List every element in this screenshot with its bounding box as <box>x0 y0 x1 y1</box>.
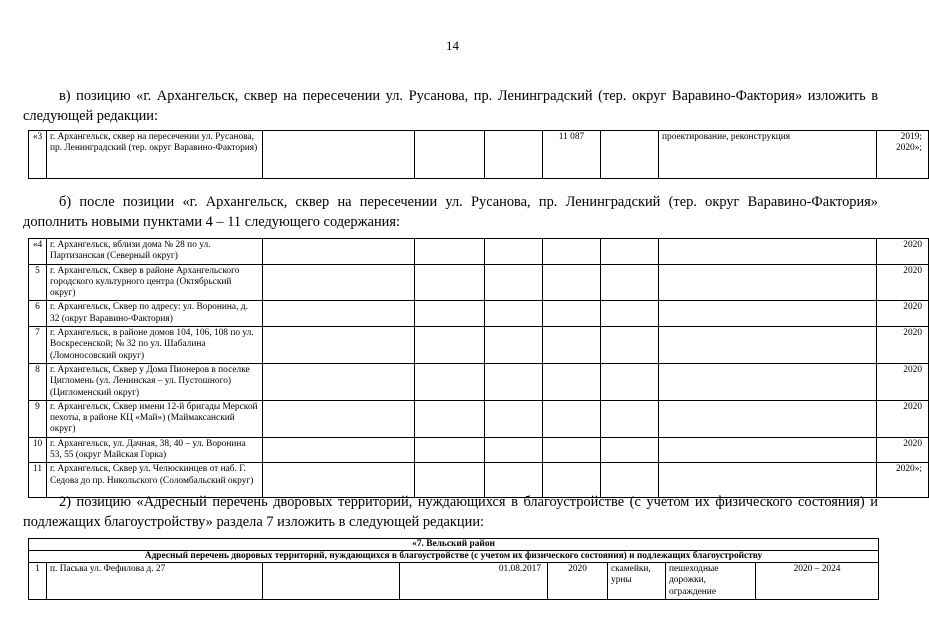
district-title: «7. Вельский район <box>29 539 879 551</box>
row-number: 6 <box>29 301 47 327</box>
object-name: г. Архангельск, Сквер имени 12-й бригады Мерской пехоты, в районе КЦ «Май») (Маймаксанский округ) <box>47 400 263 437</box>
extra-works: пешеходные дорожки, ограждение <box>666 563 756 600</box>
year-value: 2020 <box>877 363 929 400</box>
year-value: 2020 <box>877 437 929 463</box>
year-value: 2020»; <box>877 463 929 498</box>
row-number: 9 <box>29 400 47 437</box>
year-value: 2020 <box>877 301 929 327</box>
table-row <box>29 327 929 364</box>
row-number: «4 <box>29 239 47 265</box>
object-name: г. Архангельск, сквер на пересечении ул. Русанова, пр. Ленинградский (тер. округ Варавино-Фактория) <box>47 131 263 179</box>
works-type: скамейки, урны <box>608 563 666 600</box>
row-number: 11 <box>29 463 47 498</box>
paragraph-b: б) после позиции «г. Архангельск, сквер на пересечении ул. Русанова, пр. Ленинградский (тер. округ Варавино-Фактория» дополнить новыми пунктами 4 – 11 следующего содержания: <box>23 194 878 230</box>
object-name: г. Архангельск, ул. Дачная, 38, 40 – ул. Воронина 53, 55 (округ Майская Горка) <box>47 437 263 463</box>
address: п. Пасьва ул. Фефилова д. 27 <box>47 563 263 600</box>
paragraph-v: в) позицию «г. Архангельск, сквер на пересечении ул. Русанова, пр. Ленинградский (тер. округ Варавино-Фактория» изложить в следующей редакции: <box>23 88 878 124</box>
year-value: 2020 <box>877 400 929 437</box>
row-number: 1 <box>29 563 47 600</box>
object-name: г. Архангельск, Сквер у Дома Пионеров в поселке Цигломень (ул. Ленинская – ул. Пустошного) (Цигломенский округ) <box>47 363 263 400</box>
row-number: 10 <box>29 437 47 463</box>
table-row <box>29 437 929 463</box>
row-number: 5 <box>29 264 47 301</box>
works-type: проектирование, реконструкция <box>659 131 877 179</box>
table-row <box>29 400 929 437</box>
table-row <box>29 363 929 400</box>
table-row <box>29 301 929 327</box>
section-title: Адресный перечень дворовых территорий, нуждающихся в благоустройстве (с учетом их физического состояния) и подлежащих благоустройству <box>29 551 879 563</box>
year-value: 2020 <box>877 239 929 265</box>
object-name: г. Архангельск, Сквер в районе Архангельского городского культурного центра (Октябрьский округ) <box>47 264 263 301</box>
area-value: 11 087 <box>543 131 601 179</box>
year-value: 2020 <box>877 327 929 364</box>
table-header-row <box>29 551 879 563</box>
table-row <box>29 131 929 179</box>
object-name: г. Архангельск, вблизи дома № 28 по ул. Партизанская (Северный округ) <box>47 239 263 265</box>
table-3 <box>28 538 879 600</box>
date-value: 01.08.2017 <box>400 563 548 600</box>
row-number: 8 <box>29 363 47 400</box>
year-value: 2020 <box>548 563 608 600</box>
table-2 <box>28 238 929 498</box>
object-name: г. Архангельск, Сквер по адресу: ул. Воронина, д. 32 (округ Варавино-Фактория) <box>47 301 263 327</box>
row-number: 7 <box>29 327 47 364</box>
object-name: г. Архангельск, в районе домов 104, 106, 108 по ул. Воскресенской; № 32 по ул. Шабалина (Ломоносовский округ) <box>47 327 263 364</box>
row-number: «3 <box>29 131 47 179</box>
table-row <box>29 563 879 600</box>
year-value: 2020 <box>877 264 929 301</box>
period-value: 2020 – 2024 <box>756 563 879 600</box>
table-row <box>29 239 929 265</box>
object-name: г. Архангельск, Сквер ул. Челюскинцев от наб. Г. Седова до пр. Никольского (Соломбальский округ) <box>47 463 263 498</box>
page-number: 14 <box>446 38 459 53</box>
table-row <box>29 264 929 301</box>
paragraph-2: 2) позицию «Адресный перечень дворовых территорий, нуждающихся в благоустройстве (с учетом их физического состояния) и подлежащих благоустройству» раздела 7 изложить в следующей редакции: <box>23 494 878 530</box>
table-header-row <box>29 539 879 551</box>
years-value: 2019; 2020»; <box>877 131 929 179</box>
table-1 <box>28 130 929 179</box>
